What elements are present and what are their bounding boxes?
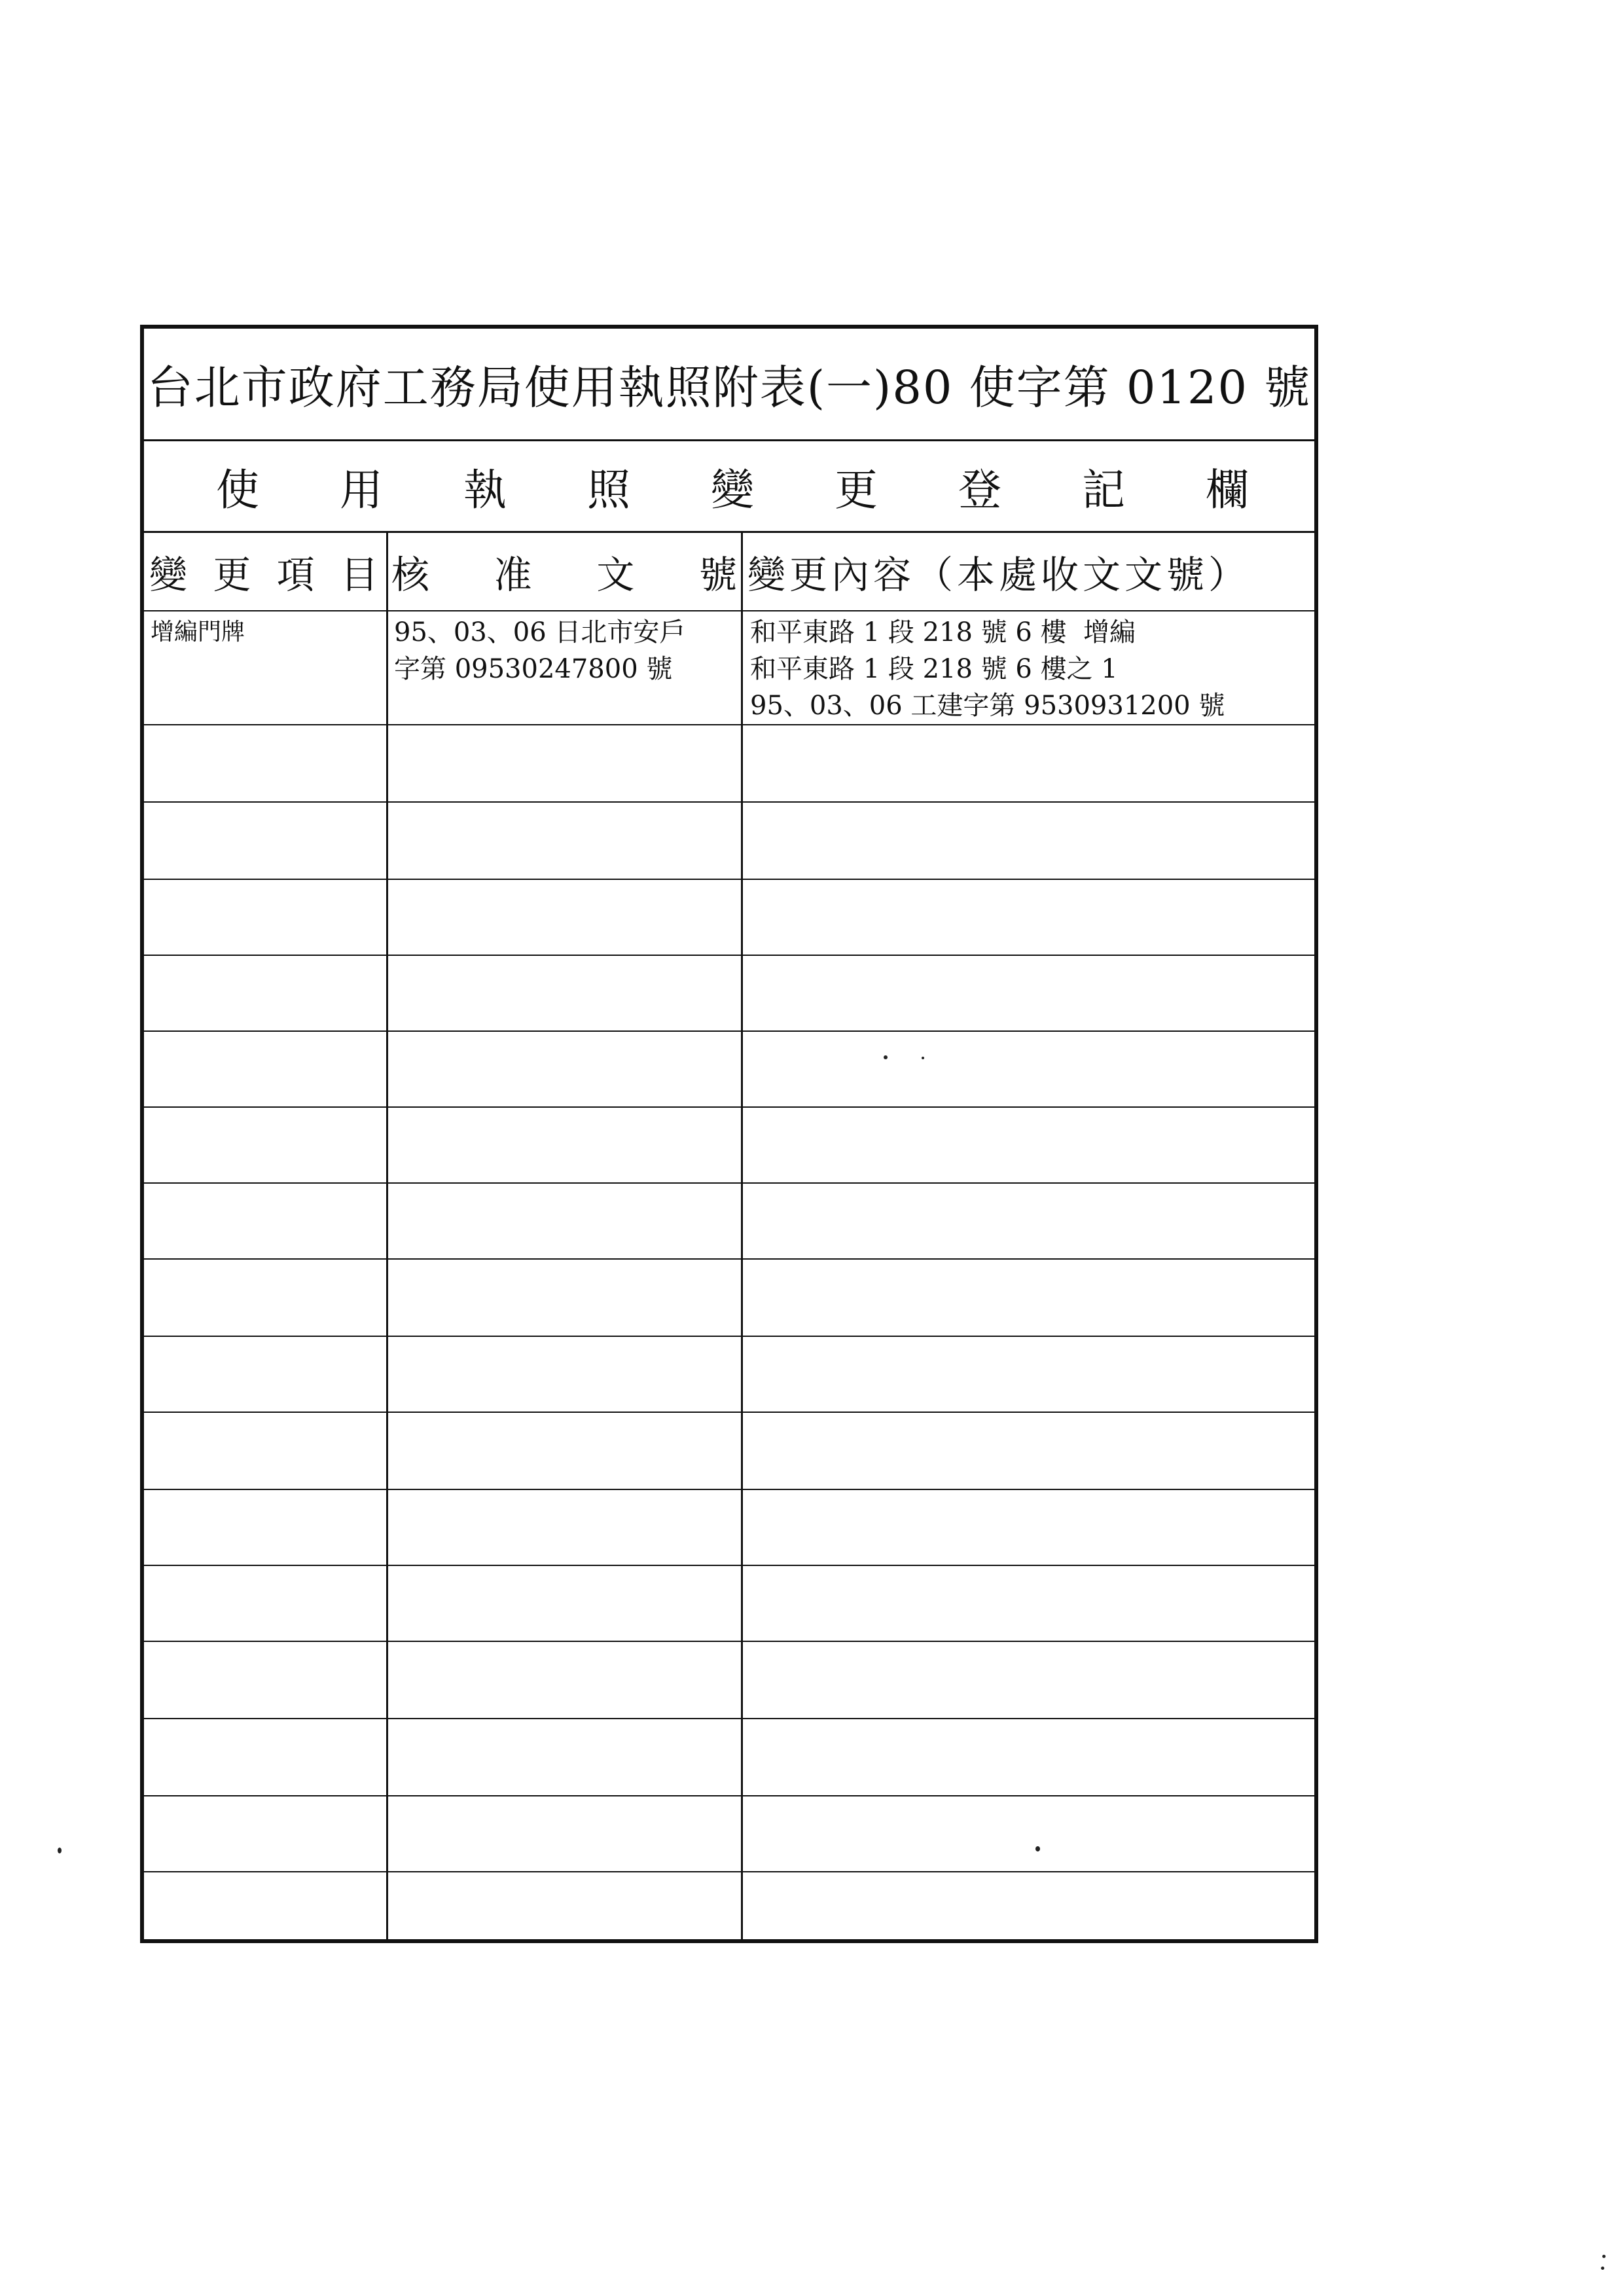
row-divider xyxy=(144,724,1314,725)
row-divider xyxy=(144,1489,1314,1490)
header-char: 號 xyxy=(698,553,737,597)
row-divider xyxy=(144,1641,1314,1642)
row-divider xyxy=(144,1182,1314,1184)
row-divider xyxy=(144,1565,1314,1566)
subtitle-char: 照 xyxy=(587,465,630,515)
row-approval-cell xyxy=(394,614,685,687)
subtitle-char: 變 xyxy=(711,465,754,515)
scan-speck xyxy=(1601,2267,1604,2270)
row-divider xyxy=(144,879,1314,880)
approval-line: 字第 09530247800 號 xyxy=(394,654,673,684)
content-line: 95、03、06 工建字第 9530931200 號 xyxy=(750,691,1225,721)
scan-speck xyxy=(1602,2255,1606,2258)
row-item-cell: 增編門牌 xyxy=(151,619,245,646)
subtitle-char: 登 xyxy=(958,465,1001,515)
column-header-approval xyxy=(391,533,741,610)
column-header-item xyxy=(149,533,385,610)
change-registration-form xyxy=(140,325,1318,1943)
row-divider xyxy=(144,1336,1314,1337)
header-char: 核 xyxy=(391,553,430,597)
row-divider xyxy=(144,1718,1314,1719)
header-char: 項 xyxy=(276,553,315,597)
registration-table xyxy=(144,533,1314,1939)
row-divider xyxy=(144,955,1314,956)
column-divider xyxy=(386,533,388,1939)
header-char: 准 xyxy=(494,553,532,597)
subtitle-char: 執 xyxy=(463,465,507,515)
header-char: 變 xyxy=(149,553,188,597)
header-char: 文 xyxy=(596,553,635,597)
subtitle-char: 欄 xyxy=(1206,465,1249,515)
row-divider xyxy=(144,1106,1314,1108)
scan-speck xyxy=(1035,1846,1040,1851)
row-content-cell xyxy=(750,614,1225,724)
form-subtitle xyxy=(144,441,1314,533)
header-char: 更 xyxy=(213,553,251,597)
scan-speck xyxy=(58,1848,62,1853)
row-divider xyxy=(144,1795,1314,1796)
form-title: 台北市政府工務局使用執照附表(一)80 使字第 0120 號 xyxy=(144,329,1314,441)
column-header-content: 變更內容（本處收文文號） xyxy=(747,553,1251,597)
row-divider xyxy=(144,801,1314,803)
header-char: 目 xyxy=(340,553,378,597)
row-divider xyxy=(144,1412,1314,1413)
subtitle-char: 記 xyxy=(1082,465,1125,515)
subtitle-char: 用 xyxy=(340,465,383,515)
subtitle-char: 使 xyxy=(216,465,259,515)
row-divider xyxy=(144,610,1314,611)
content-line: 和平東路 1 段 218 號 6 樓之 1 xyxy=(750,654,1118,684)
approval-line: 95、03、06 日北市安戶 xyxy=(394,617,686,647)
scan-speck xyxy=(884,1055,888,1059)
subtitle-char: 更 xyxy=(835,465,878,515)
row-divider xyxy=(144,1258,1314,1260)
scan-speck xyxy=(922,1057,924,1059)
row-divider xyxy=(144,1871,1314,1872)
content-line: 和平東路 1 段 218 號 6 樓 增編 xyxy=(750,617,1136,647)
column-divider xyxy=(741,533,743,1939)
row-divider xyxy=(144,1030,1314,1032)
